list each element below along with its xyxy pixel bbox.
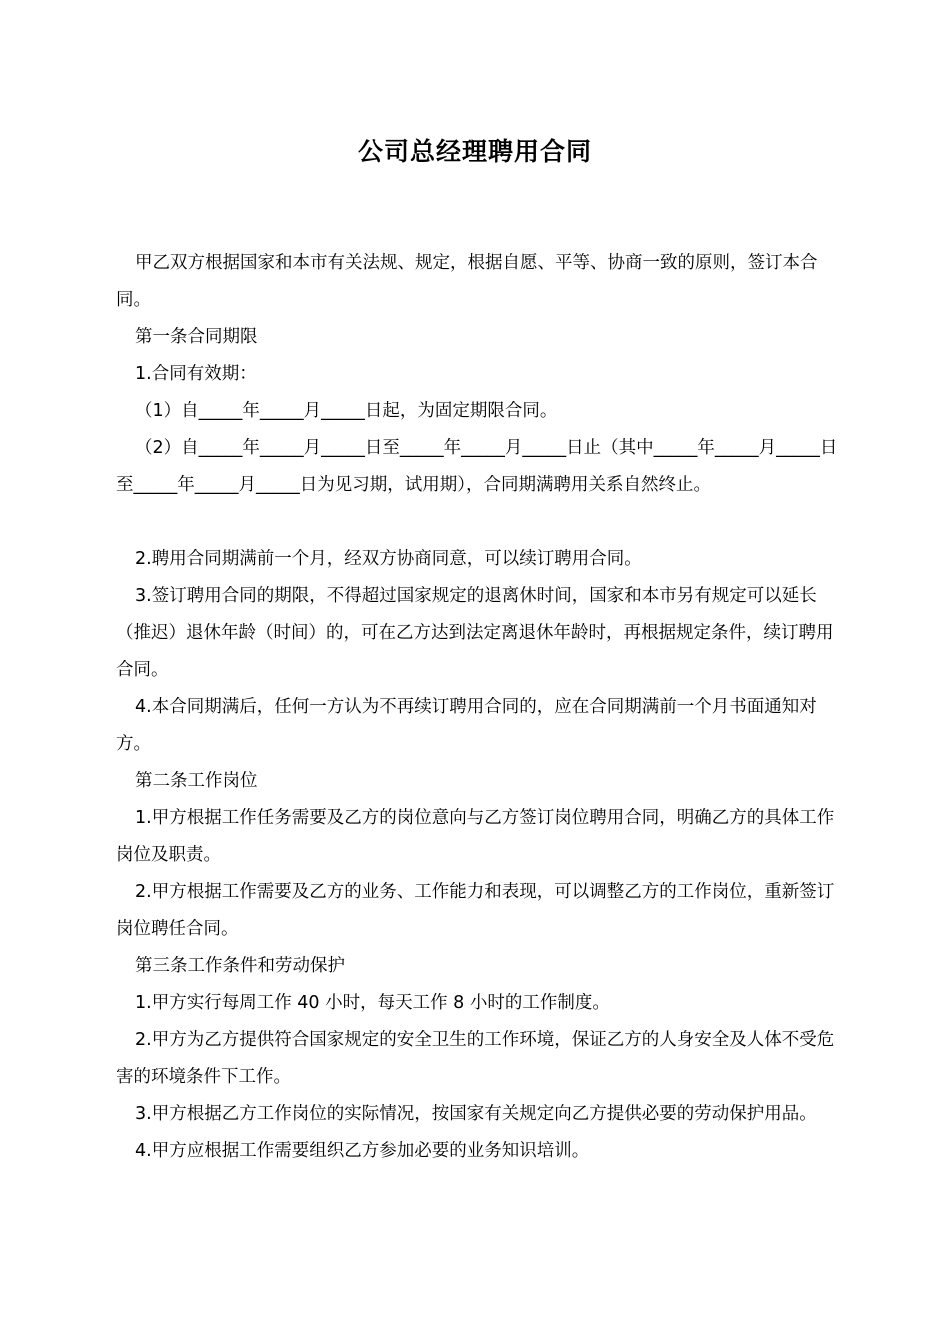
article-3-item-1: 1.甲方实行每周工作 40 小时，每天工作 8 小时的工作制度。 — [135, 993, 610, 1013]
article-3-item-3: 3.甲方根据乙方工作岗位的实际情况，按国家有关规定向乙方提供必要的劳动保护用品。 — [135, 1104, 817, 1124]
paragraph-gap — [116, 504, 846, 541]
article-2-item-2: 2.甲方根据工作需要及乙方的业务、工作能力和表现，可以调整乙方的工作岗位，重新签订岗位聘任合同。 — [116, 882, 835, 939]
article-3-heading: 第三条工作条件和劳动保护 — [135, 956, 345, 976]
article-1-heading: 第一条合同期限 — [135, 327, 258, 347]
article-1-item-1b: （2）自_____年_____月_____日至_____年_____月_____日止（其中_____年_____月_____日至_____年_____月_____日为见习期，试用期），合同期满聘用关系自然终止。 — [116, 438, 838, 495]
article-1-item-1a: （1）自_____年_____月_____日起，为固定期限合同。 — [135, 401, 558, 421]
article-1-item-2: 2.聘用合同期满前一个月，经双方协商同意，可以续订聘用合同。 — [135, 549, 642, 569]
article-2-heading: 第二条工作岗位 — [135, 771, 258, 791]
document-title: 公司总经理聘用合同 — [357, 137, 592, 166]
article-1-item-4: 4.本合同期满后，任何一方认为不再续订聘用合同的，应在合同期满前一个月书面通知对方。 — [116, 697, 817, 754]
article-1-item-3: 3.签订聘用合同的期限，不得超过国家规定的退离休时间，国家和本市另有规定可以延长（推迟）退休年龄（时间）的，可在乙方达到法定离退休年龄时，再根据规定条件，续订聘用合同。 — [116, 586, 834, 680]
article-3-item-4: 4.甲方应根据工作需要组织乙方参加必要的业务知识培训。 — [135, 1141, 590, 1161]
intro-paragraph: 甲乙双方根据国家和本市有关法规、规定，根据自愿、平等、协商一致的原则，签订本合同。 — [116, 253, 818, 310]
article-2-item-1: 1.甲方根据工作任务需要及乙方的岗位意向与乙方签订岗位聘用合同，明确乙方的具体工作岗位及职责。 — [116, 808, 835, 865]
article-3-item-2: 2.甲方为乙方提供符合国家规定的安全卫生的工作环境，保证乙方的人身安全及人体不受危害的环境条件下工作。 — [116, 1030, 835, 1087]
article-1-item-1: 1.合同有效期： — [135, 364, 257, 384]
document-body — [116, 245, 846, 1170]
